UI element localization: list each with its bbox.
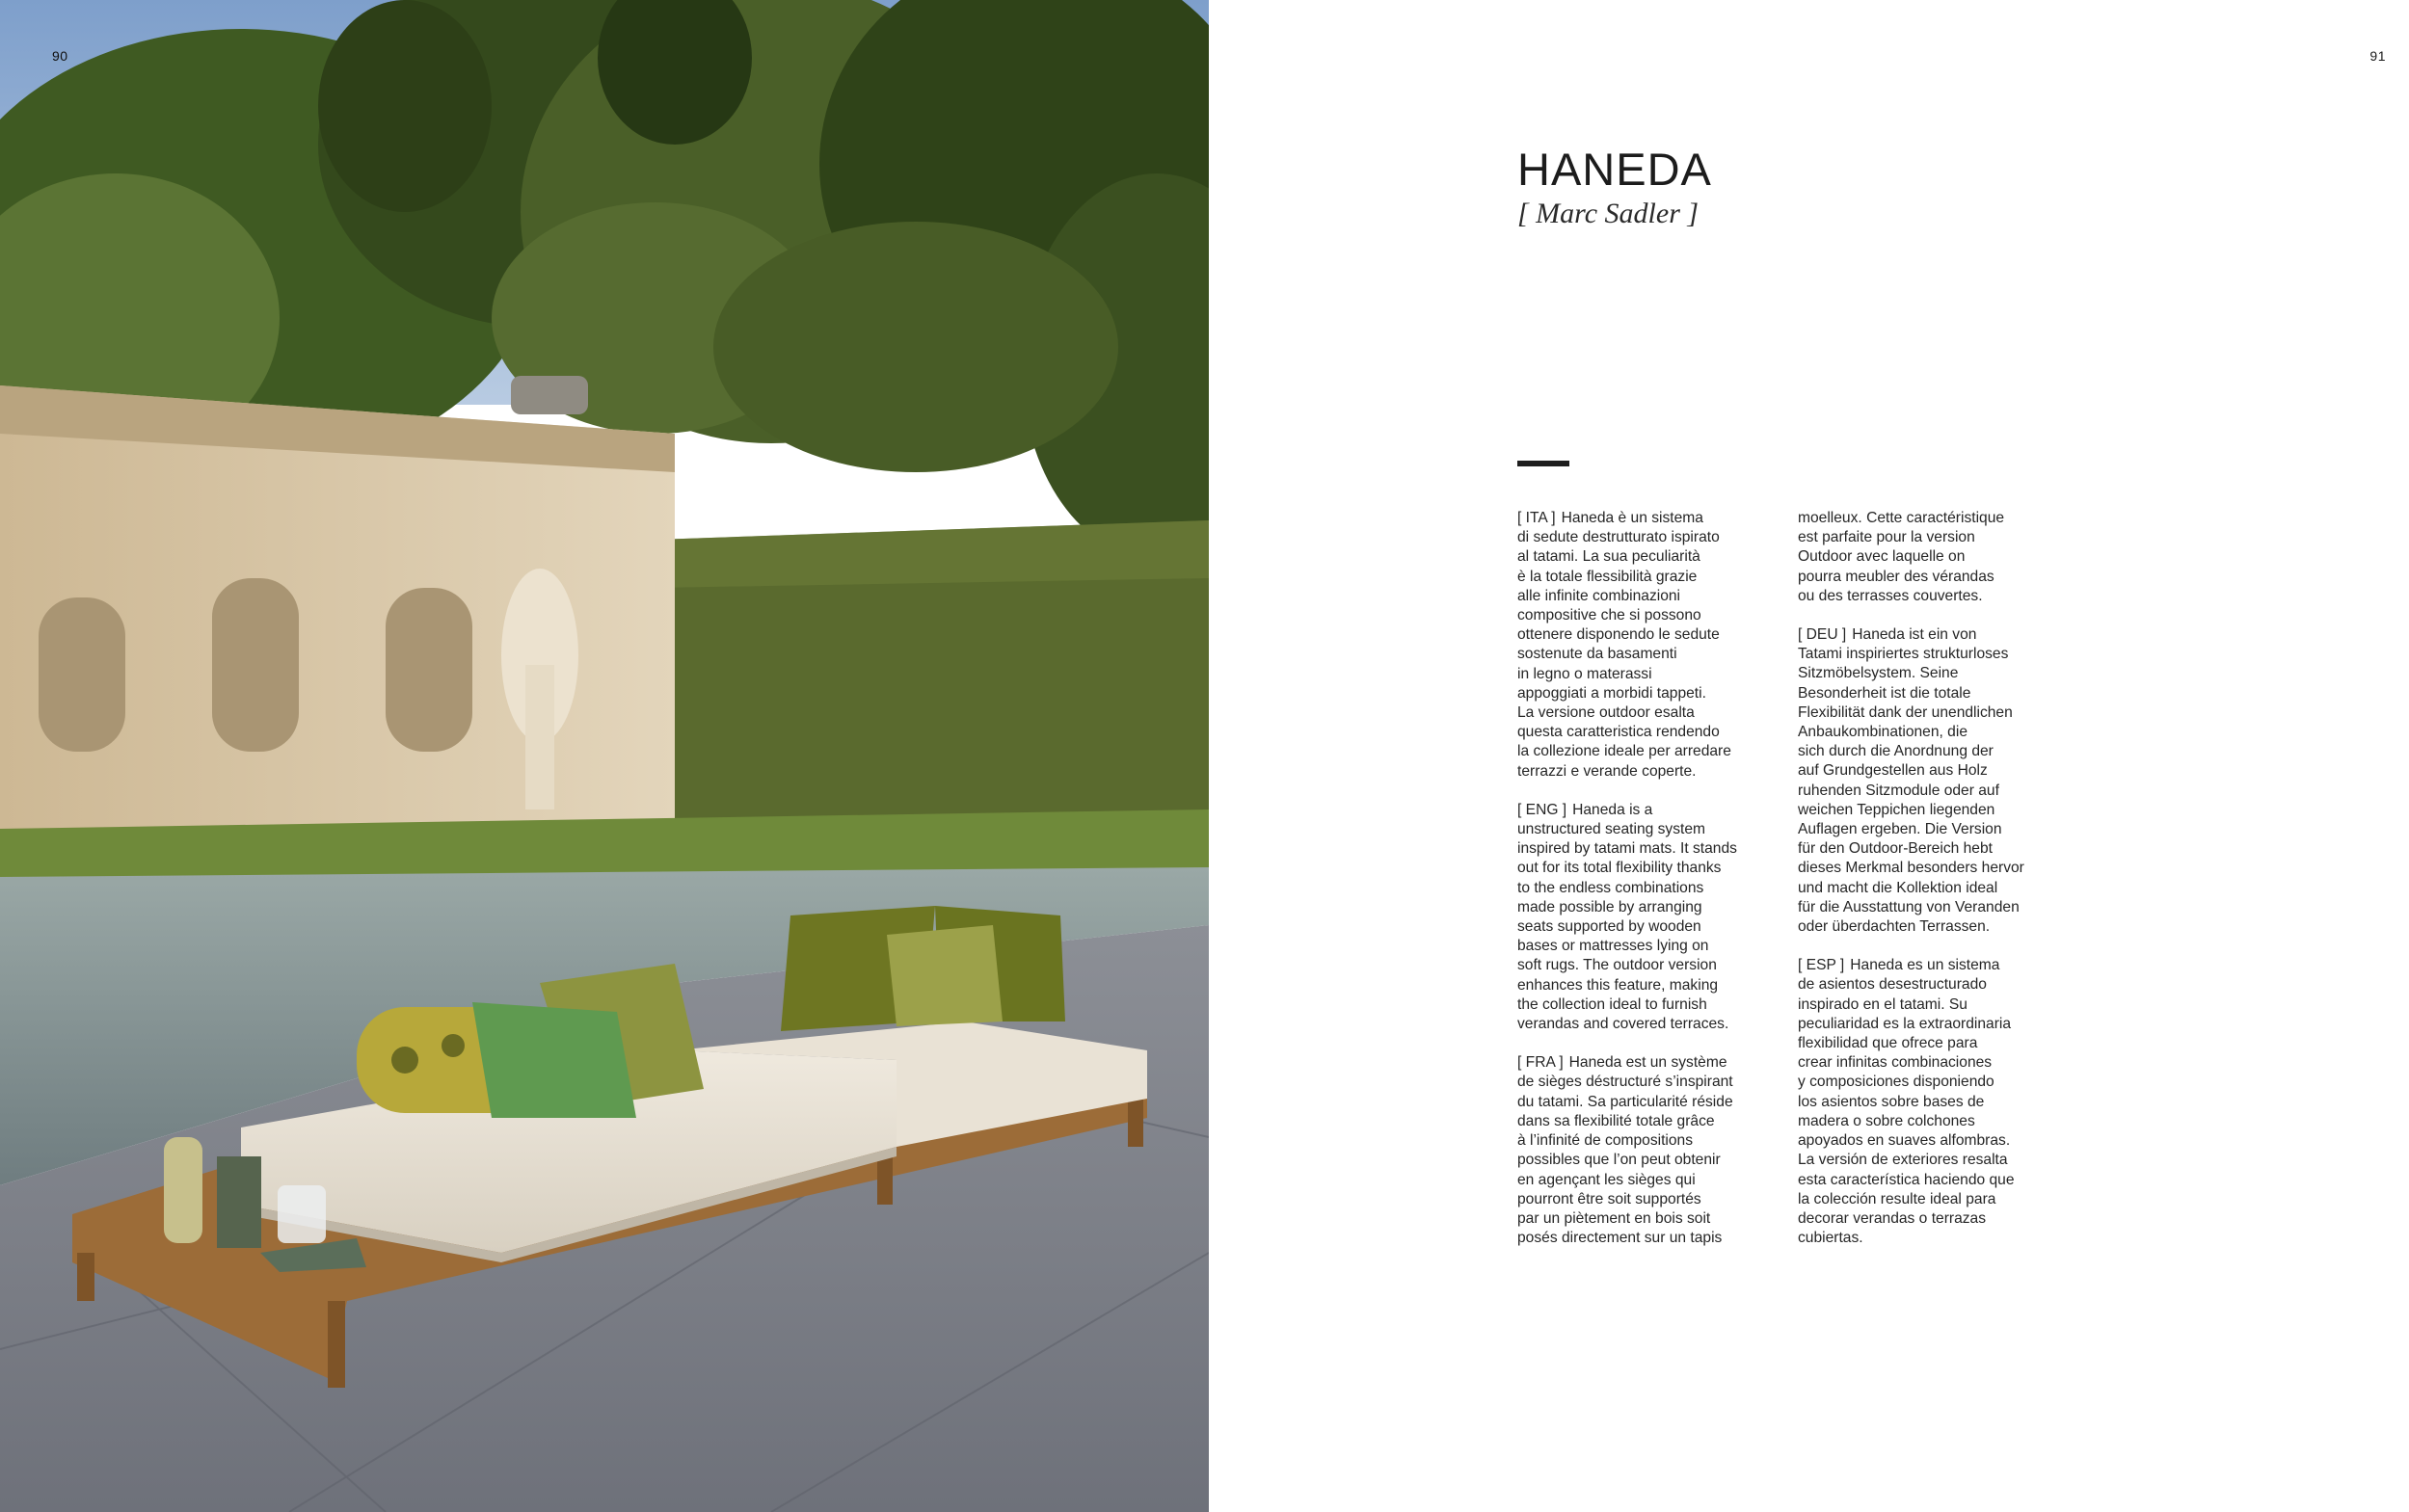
- description-text-fra-continued: moelleux. Cette caractéristique est parfaite pour la version Outdoor avec laquelle on pourra meubler des vérandas ou des terrasses couvertes.: [1798, 510, 2005, 604]
- description-esp: [1798, 956, 2077, 1248]
- description-ita: [1517, 509, 1797, 782]
- divider-rule: [1517, 461, 1569, 466]
- text-column-1: [1517, 509, 1797, 1267]
- language-tag-esp: [ ESP ]: [1798, 957, 1845, 974]
- description-text-esp: Haneda es un sistema de asientos desestructurado inspirado en el tatami. Su peculiaridad es la extraordinaria flexibilidad que ofrece para crear infinitas combinaciones y composiciones disponiendo los asientos sobre bases de madera o sobre colchones apoyados en suaves alfombras. La versión de exteriores resalta esta característica haciendo que la colección resulte ideal para decorar verandas o terrazas cubiertas.: [1798, 957, 2015, 1247]
- description-text-fra: Haneda est un système de sièges déstructuré s’inspirant du tatami. Sa particularité réside dans sa flexibilité totale grâce à l’infinité de compositions possibles que l’on peut obtenir en agençant les sièges qui pourront être soit supportés par un piètement en bois soit posés directement sur un tapis: [1517, 1054, 1733, 1247]
- text-column-2: [1798, 509, 2077, 1267]
- small-cushion: [887, 925, 1003, 1026]
- description-fra-continued: [1798, 509, 2077, 606]
- description-text-deu: Haneda ist ein von Tatami inspiriertes strukturloses Sitzmöbelsystem. Seine Besonderheit ist die totale Flexibilität dank der unendlichen Anbaukombinationen, die sich durch die Anordnung der auf Grundgestellen aus Holz ruhenden Sitzmodule oder auf weichen Teppichen liegenden Auflagen ergeben. Die Version für den Outdoor-Bereich hebt dieses Merkmal besonders hervor und macht die Kollektion ideal für die Ausstattung von Veranden oder überdachten Terrassen.: [1798, 626, 2024, 936]
- language-tag-eng: [ ENG ]: [1517, 801, 1567, 818]
- language-tag-fra: [ FRA ]: [1517, 1054, 1564, 1072]
- language-tag-deu: [ DEU ]: [1798, 626, 1847, 644]
- urn: [511, 376, 588, 414]
- description-deu: [1798, 625, 2077, 937]
- sculpted-wall: [0, 376, 675, 848]
- designer-credit: [ Marc Sadler ]: [1517, 198, 1700, 229]
- product-title: HANEDA: [1517, 144, 1712, 195]
- language-tag-ita: [ ITA ]: [1517, 510, 1556, 526]
- description-text-eng: Haneda is a unstructured seating system inspired by tatami mats. It stands out for its total flexibility thanks to the endless combinations made possible by arranging seats supported by wooden bases or mattresses lying on soft rugs. The outdoor version enhances this feature, making the collection ideal to furnish verandas and covered terraces.: [1517, 801, 1737, 1033]
- page-number-right: 91: [2369, 48, 2386, 64]
- page-number-left: 90: [52, 48, 68, 64]
- description-eng: [1517, 801, 1797, 1034]
- description-text-ita: Haneda è un sistema di sedute destrutturato ispirato al tatami. La sua peculiarità è la totale flessibilità grazie alle infinite combinazioni compositive che si possono ottenere disponendo le sedute sostenute da basamenti in legno o materassi appoggiati a morbidi tappeti. La versione outdoor esalta questa caratteristica rendendo la collezione ideale per arredare terrazzi e verande coperte.: [1517, 510, 1731, 780]
- text-page: [1209, 0, 2409, 1512]
- description-fra: [1517, 1053, 1797, 1248]
- green-cushion: [472, 1002, 636, 1118]
